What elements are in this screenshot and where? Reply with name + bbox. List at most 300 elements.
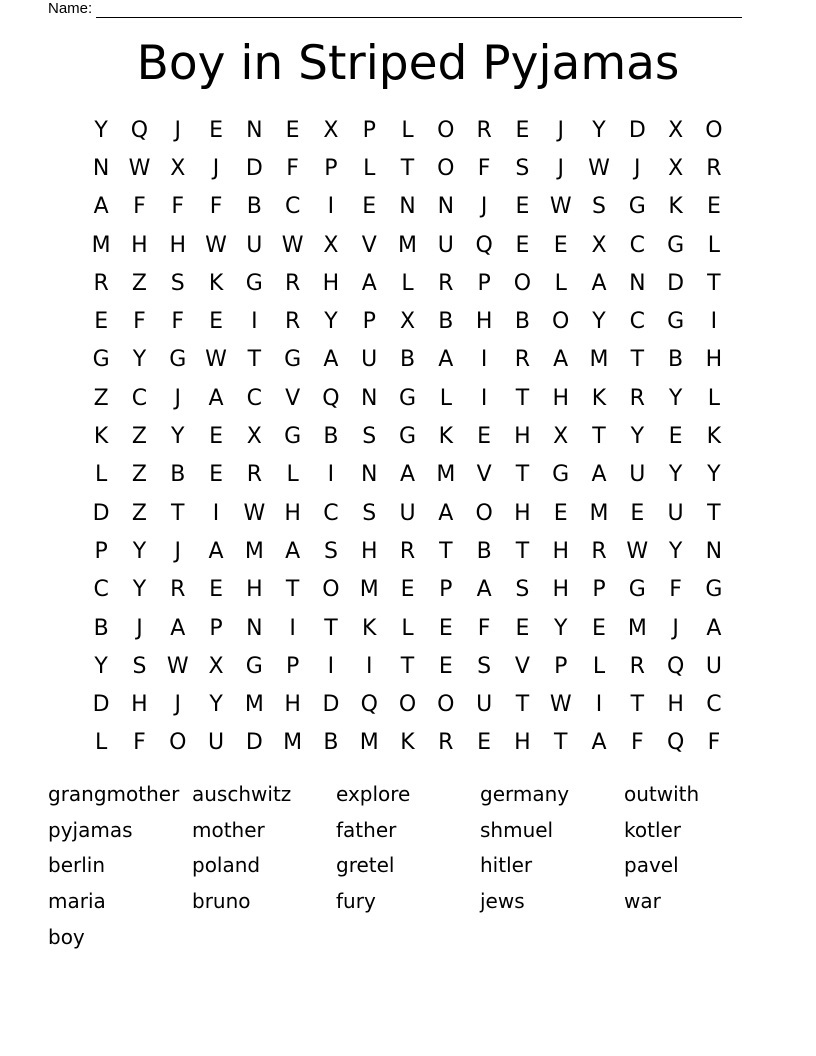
grid-letter: A: [208, 538, 224, 564]
grid-letter: Y: [132, 538, 147, 564]
grid-letter: I: [289, 615, 296, 641]
grid-letter: F: [133, 194, 146, 220]
grid-letter: N: [705, 538, 723, 564]
grid-letter: U: [705, 653, 722, 679]
word-bank-item: war: [624, 888, 661, 913]
grid-letter: G: [169, 347, 187, 373]
grid-letter: A: [170, 615, 186, 641]
grid-letter: P: [94, 538, 108, 564]
grid-letter: I: [595, 692, 603, 718]
grid-letter: M: [398, 232, 418, 258]
grid-letter: L: [592, 653, 606, 679]
grid-letter: F: [286, 155, 299, 181]
grid-letter: M: [244, 692, 264, 718]
grid-letter: K: [208, 270, 224, 296]
grid-letter: T: [324, 615, 338, 641]
grid-letter: O: [169, 730, 187, 756]
grid-letter: R: [284, 309, 301, 335]
grid-letter: R: [93, 270, 109, 296]
grid-letter: F: [477, 155, 491, 181]
grid-letter: P: [362, 117, 376, 143]
word-bank-item: jews: [480, 888, 525, 913]
grid-letter: B: [323, 424, 339, 450]
grid-letter: E: [553, 500, 568, 526]
grid-letter: Y: [324, 309, 338, 335]
grid-letter: I: [327, 194, 335, 220]
grid-letter: M: [91, 232, 111, 258]
grid-letter: O: [437, 692, 455, 718]
grid-letter: R: [514, 347, 531, 373]
grid-letter: A: [361, 270, 377, 296]
grid-letter: U: [399, 500, 416, 526]
grid-letter: V: [514, 653, 530, 679]
grid-letter: Q: [360, 692, 378, 718]
grid-letter: P: [362, 309, 376, 335]
grid-letter: R: [438, 730, 454, 756]
grid-letter: H: [131, 232, 148, 258]
grid-letter: C: [93, 577, 109, 603]
grid-letter: B: [323, 730, 339, 756]
grid-letter: R: [246, 462, 262, 488]
grid-letter: G: [398, 385, 417, 411]
grid-letter: U: [437, 232, 454, 258]
grid-letter: N: [92, 155, 110, 181]
grid-letter: J: [174, 385, 181, 411]
grid-letter: E: [285, 117, 300, 143]
grid-letter: Q: [322, 385, 340, 411]
grid-letter: E: [515, 194, 530, 220]
grid-letter: M: [359, 730, 379, 756]
grid-letter: H: [552, 538, 569, 564]
grid-letter: A: [591, 730, 607, 756]
grid-letter: D: [322, 692, 340, 718]
grid-letter: X: [668, 155, 684, 181]
grid-letter: R: [629, 653, 645, 679]
grid-letter: A: [553, 347, 569, 373]
grid-letter: E: [706, 194, 721, 220]
grid-letter: Z: [131, 462, 147, 488]
grid-letter: L: [554, 270, 567, 296]
grid-letter: T: [400, 653, 415, 679]
grid-letter: J: [136, 615, 143, 641]
grid-letter: D: [667, 270, 685, 296]
word-bank-item: father: [336, 817, 397, 842]
grid-letter: W: [549, 194, 572, 220]
grid-letter: Q: [475, 232, 493, 258]
grid-letter: E: [209, 424, 223, 450]
grid-letter: T: [592, 424, 606, 450]
grid-letter: E: [515, 117, 530, 143]
grid-letter: A: [476, 577, 492, 603]
grid-letter: E: [515, 232, 530, 258]
grid-letter: H: [552, 385, 569, 411]
grid-letter: T: [707, 500, 721, 526]
grid-letter: X: [553, 424, 569, 450]
grid-letter: A: [438, 500, 454, 526]
grid-letter: K: [591, 385, 607, 411]
grid-letter: V: [476, 462, 492, 488]
grid-letter: H: [514, 730, 531, 756]
grid-letter: U: [476, 692, 493, 718]
grid-letter: Y: [707, 462, 721, 488]
grid-letter: Z: [131, 500, 147, 526]
grid-letter: M: [283, 730, 303, 756]
grid-letter: L: [401, 270, 414, 296]
grid-letter: J: [480, 194, 488, 220]
grid-letter: C: [246, 385, 263, 411]
grid-letter: O: [437, 117, 455, 143]
grid-letter: E: [400, 577, 415, 603]
grid-letter: K: [438, 424, 454, 450]
grid-letter: I: [251, 309, 258, 335]
grid-letter: C: [131, 385, 148, 411]
word-bank-item: pavel: [624, 853, 679, 878]
grid-letter: W: [588, 155, 610, 181]
grid-letter: S: [515, 577, 530, 603]
grid-letter: T: [171, 500, 185, 526]
grid-letter: E: [630, 500, 645, 526]
grid-letter: F: [669, 577, 682, 603]
grid-letter: L: [95, 462, 108, 488]
grid-letter: A: [93, 194, 109, 220]
grid-letter: N: [629, 270, 646, 296]
grid-letter: X: [170, 155, 186, 181]
grid-letter: K: [706, 424, 722, 450]
grid-letter: L: [439, 385, 452, 411]
grid-letter: E: [592, 615, 606, 641]
grid-letter: S: [362, 424, 377, 450]
grid-letter: B: [93, 615, 109, 641]
grid-letter: B: [170, 462, 186, 488]
grid-letter: G: [245, 653, 263, 679]
grid-letter: Y: [668, 538, 683, 564]
grid-letter: S: [362, 500, 377, 526]
grid-letter: T: [707, 270, 721, 296]
word-bank: [48, 776, 768, 954]
grid-letter: S: [592, 194, 606, 220]
grid-letter: O: [475, 500, 493, 526]
grid-letter: X: [591, 232, 607, 258]
grid-letter: X: [323, 117, 339, 143]
grid-letter: L: [363, 155, 376, 181]
grid-letter: Y: [592, 117, 606, 143]
word-bank-item: shmuel: [480, 817, 554, 842]
word-bank-item: outwith: [624, 781, 700, 806]
grid-letter: E: [209, 117, 223, 143]
grid-letter: M: [359, 577, 379, 603]
grid-letter: S: [323, 538, 338, 564]
grid-letter: I: [710, 309, 718, 335]
grid-letter: X: [668, 117, 684, 143]
grid-letter: Y: [209, 692, 223, 718]
grid-letter: L: [286, 462, 299, 488]
grid-letter: W: [626, 538, 649, 564]
grid-letter: P: [209, 615, 223, 641]
grid-letter: O: [437, 155, 455, 181]
grid-letter: K: [668, 194, 683, 220]
grid-letter: L: [707, 232, 721, 258]
grid-letter: J: [174, 117, 181, 143]
grid-letter: I: [365, 653, 373, 679]
grid-letter: D: [92, 500, 110, 526]
grid-letter: Y: [668, 462, 683, 488]
grid-letter: W: [205, 232, 227, 258]
name-label: Name:: [48, 0, 93, 17]
word-bank-item: gretel: [336, 853, 395, 878]
grid-letter: P: [439, 577, 453, 603]
grid-letter: R: [284, 270, 301, 296]
grid-letter: H: [131, 692, 148, 718]
grid-letter: G: [667, 309, 685, 335]
grid-letter: U: [246, 232, 263, 258]
grid-letter: H: [552, 577, 569, 603]
grid-letter: E: [438, 653, 453, 679]
grid-letter: X: [208, 653, 224, 679]
grid-letter: N: [246, 117, 263, 143]
grid-letter: C: [284, 194, 301, 220]
grid-letter: Y: [171, 424, 185, 450]
grid-letter: D: [628, 117, 646, 143]
grid-letter: M: [627, 615, 647, 641]
grid-letter: O: [398, 692, 417, 718]
grid-letter: A: [706, 615, 722, 641]
grid-letter: B: [399, 347, 416, 373]
grid-letter: T: [515, 462, 530, 488]
grid-letter: E: [94, 309, 109, 335]
grid-letter: F: [630, 730, 644, 756]
grid-letter: O: [552, 309, 570, 335]
grid-letter: I: [327, 462, 335, 488]
grid-letter: A: [591, 462, 607, 488]
grid-letter: G: [705, 577, 723, 603]
grid-letter: S: [477, 653, 492, 679]
grid-letter: T: [630, 347, 645, 373]
grid-letter: N: [246, 615, 263, 641]
grid-letter: H: [246, 577, 263, 603]
grid-letter: E: [668, 424, 683, 450]
grid-letter: T: [285, 577, 300, 603]
grid-letter: I: [480, 385, 488, 411]
grid-letter: Z: [131, 424, 147, 450]
grid-letter: F: [133, 730, 146, 756]
grid-letter: U: [667, 500, 684, 526]
grid-letter: N: [437, 194, 455, 220]
grid-letter: Y: [553, 615, 568, 641]
grid-letter: W: [243, 500, 266, 526]
grid-letter: W: [205, 347, 227, 373]
grid-letter: P: [554, 653, 568, 679]
letter-grid: [82, 111, 733, 762]
grid-letter: L: [707, 385, 721, 411]
grid-letter: H: [514, 424, 531, 450]
grid-letter: D: [92, 692, 110, 718]
grid-letter: B: [476, 538, 492, 564]
grid-letter: C: [323, 500, 339, 526]
grid-letter: G: [628, 194, 646, 220]
grid-letter: T: [400, 155, 415, 181]
grid-letter: M: [589, 500, 609, 526]
grid-letter: Y: [94, 653, 108, 679]
grid-letter: H: [284, 692, 301, 718]
grid-letter: J: [557, 155, 564, 181]
grid-letter: F: [707, 730, 721, 756]
grid-letter: G: [398, 424, 417, 450]
grid-letter: N: [360, 462, 378, 488]
grid-letter: G: [245, 270, 263, 296]
grid-letter: I: [212, 500, 220, 526]
grid-letter: G: [284, 424, 302, 450]
word-bank-item: germany: [480, 781, 570, 806]
grid-letter: X: [323, 232, 339, 258]
grid-letter: O: [513, 270, 532, 296]
grid-letter: V: [361, 232, 377, 258]
page-title: Boy in Striped Pyjamas: [136, 36, 680, 91]
grid-letter: G: [92, 347, 110, 373]
word-bank-item: auschwitz: [192, 781, 292, 806]
grid-letter: C: [629, 232, 645, 258]
grid-letter: M: [436, 462, 456, 488]
word-bank-item: berlin: [48, 853, 106, 878]
grid-letter: O: [705, 117, 723, 143]
grid-letter: H: [667, 692, 684, 718]
grid-letter: L: [95, 730, 108, 756]
grid-letter: Y: [94, 117, 108, 143]
name-blank-line: [96, 3, 742, 18]
grid-letter: E: [362, 194, 377, 220]
grid-letter: E: [477, 424, 492, 450]
grid-letter: E: [553, 232, 568, 258]
grid-letter: R: [170, 577, 186, 603]
grid-letter: R: [399, 538, 416, 564]
grid-letter: P: [285, 653, 300, 679]
grid-letter: I: [327, 653, 335, 679]
grid-letter: F: [209, 194, 223, 220]
grid-letter: K: [400, 730, 415, 756]
grid-letter: T: [515, 538, 530, 564]
grid-letter: P: [477, 270, 491, 296]
grid-letter: K: [362, 615, 377, 641]
grid-letter: X: [246, 424, 262, 450]
grid-letter: R: [629, 385, 645, 411]
name-field-row: [48, 0, 742, 18]
grid-letter: Q: [666, 730, 685, 756]
grid-letter: W: [549, 692, 572, 718]
grid-letter: W: [128, 155, 151, 181]
word-bank-item: fury: [336, 888, 376, 913]
grid-letter: E: [438, 615, 453, 641]
grid-letter: O: [322, 577, 340, 603]
grid-letter: G: [284, 347, 302, 373]
grid-letter: J: [634, 155, 641, 181]
grid-letter: T: [630, 692, 645, 718]
word-bank-item: bruno: [192, 888, 251, 913]
grid-letter: D: [245, 155, 263, 181]
grid-letter: T: [247, 347, 262, 373]
grid-letter: W: [281, 232, 304, 258]
grid-letter: R: [591, 538, 607, 564]
grid-letter: Q: [666, 653, 685, 679]
grid-letter: B: [668, 347, 684, 373]
grid-letter: D: [245, 730, 263, 756]
grid-letter: Y: [592, 309, 606, 335]
grid-letter: B: [246, 194, 262, 220]
word-bank-item: explore: [336, 781, 411, 806]
grid-letter: W: [166, 653, 189, 679]
grid-letter: T: [553, 730, 568, 756]
grid-letter: A: [285, 538, 301, 564]
grid-letter: B: [438, 309, 454, 335]
grid-letter: J: [212, 155, 220, 181]
word-bank-item: grangmother: [48, 781, 180, 806]
grid-letter: C: [706, 692, 722, 718]
word-bank-item: hitler: [480, 853, 533, 878]
grid-letter: R: [476, 117, 492, 143]
grid-letter: U: [207, 730, 225, 756]
grid-letter: H: [169, 232, 187, 258]
grid-letter: Y: [132, 347, 147, 373]
grid-letter: T: [515, 385, 530, 411]
grid-letter: S: [132, 653, 147, 679]
grid-letter: T: [515, 692, 530, 718]
grid-letter: L: [401, 615, 414, 641]
grid-letter: Y: [132, 577, 147, 603]
grid-letter: P: [324, 155, 338, 181]
grid-letter: H: [360, 538, 378, 564]
grid-letter: S: [515, 155, 530, 181]
word-bank-item: kotler: [624, 817, 682, 842]
word-bank-item: maria: [48, 888, 106, 913]
grid-letter: X: [399, 309, 416, 335]
grid-letter: N: [360, 385, 378, 411]
grid-letter: F: [171, 194, 185, 220]
grid-letter: E: [477, 730, 492, 756]
grid-letter: B: [514, 309, 530, 335]
grid-letter: Y: [668, 385, 683, 411]
grid-letter: E: [209, 309, 223, 335]
grid-letter: Z: [131, 270, 147, 296]
grid-letter: N: [399, 194, 416, 220]
grid-letter: V: [285, 385, 301, 411]
grid-letter: A: [208, 385, 224, 411]
grid-letter: E: [515, 615, 530, 641]
grid-letter: H: [705, 347, 723, 373]
grid-letter: U: [361, 347, 378, 373]
word-bank-item: pyjamas: [48, 817, 133, 842]
grid-letter: M: [589, 347, 609, 373]
word-bank-item: mother: [192, 817, 265, 842]
grid-letter: Q: [130, 117, 149, 143]
grid-letter: G: [667, 232, 685, 258]
grid-letter: J: [672, 615, 679, 641]
grid-letter: J: [557, 117, 564, 143]
grid-letter: S: [170, 270, 185, 296]
grid-letter: U: [629, 462, 646, 488]
grid-letter: M: [244, 538, 264, 564]
grid-letter: G: [552, 462, 570, 488]
word-bank-item: poland: [192, 853, 261, 878]
grid-letter: G: [628, 577, 646, 603]
grid-letter: P: [592, 577, 606, 603]
grid-letter: A: [438, 347, 454, 373]
grid-letter: T: [439, 538, 453, 564]
grid-letter: H: [475, 309, 493, 335]
grid-letter: Z: [93, 385, 109, 411]
grid-letter: F: [477, 615, 491, 641]
grid-letter: A: [399, 462, 416, 488]
grid-letter: K: [93, 424, 109, 450]
grid-letter: H: [514, 500, 531, 526]
grid-letter: J: [174, 692, 181, 718]
